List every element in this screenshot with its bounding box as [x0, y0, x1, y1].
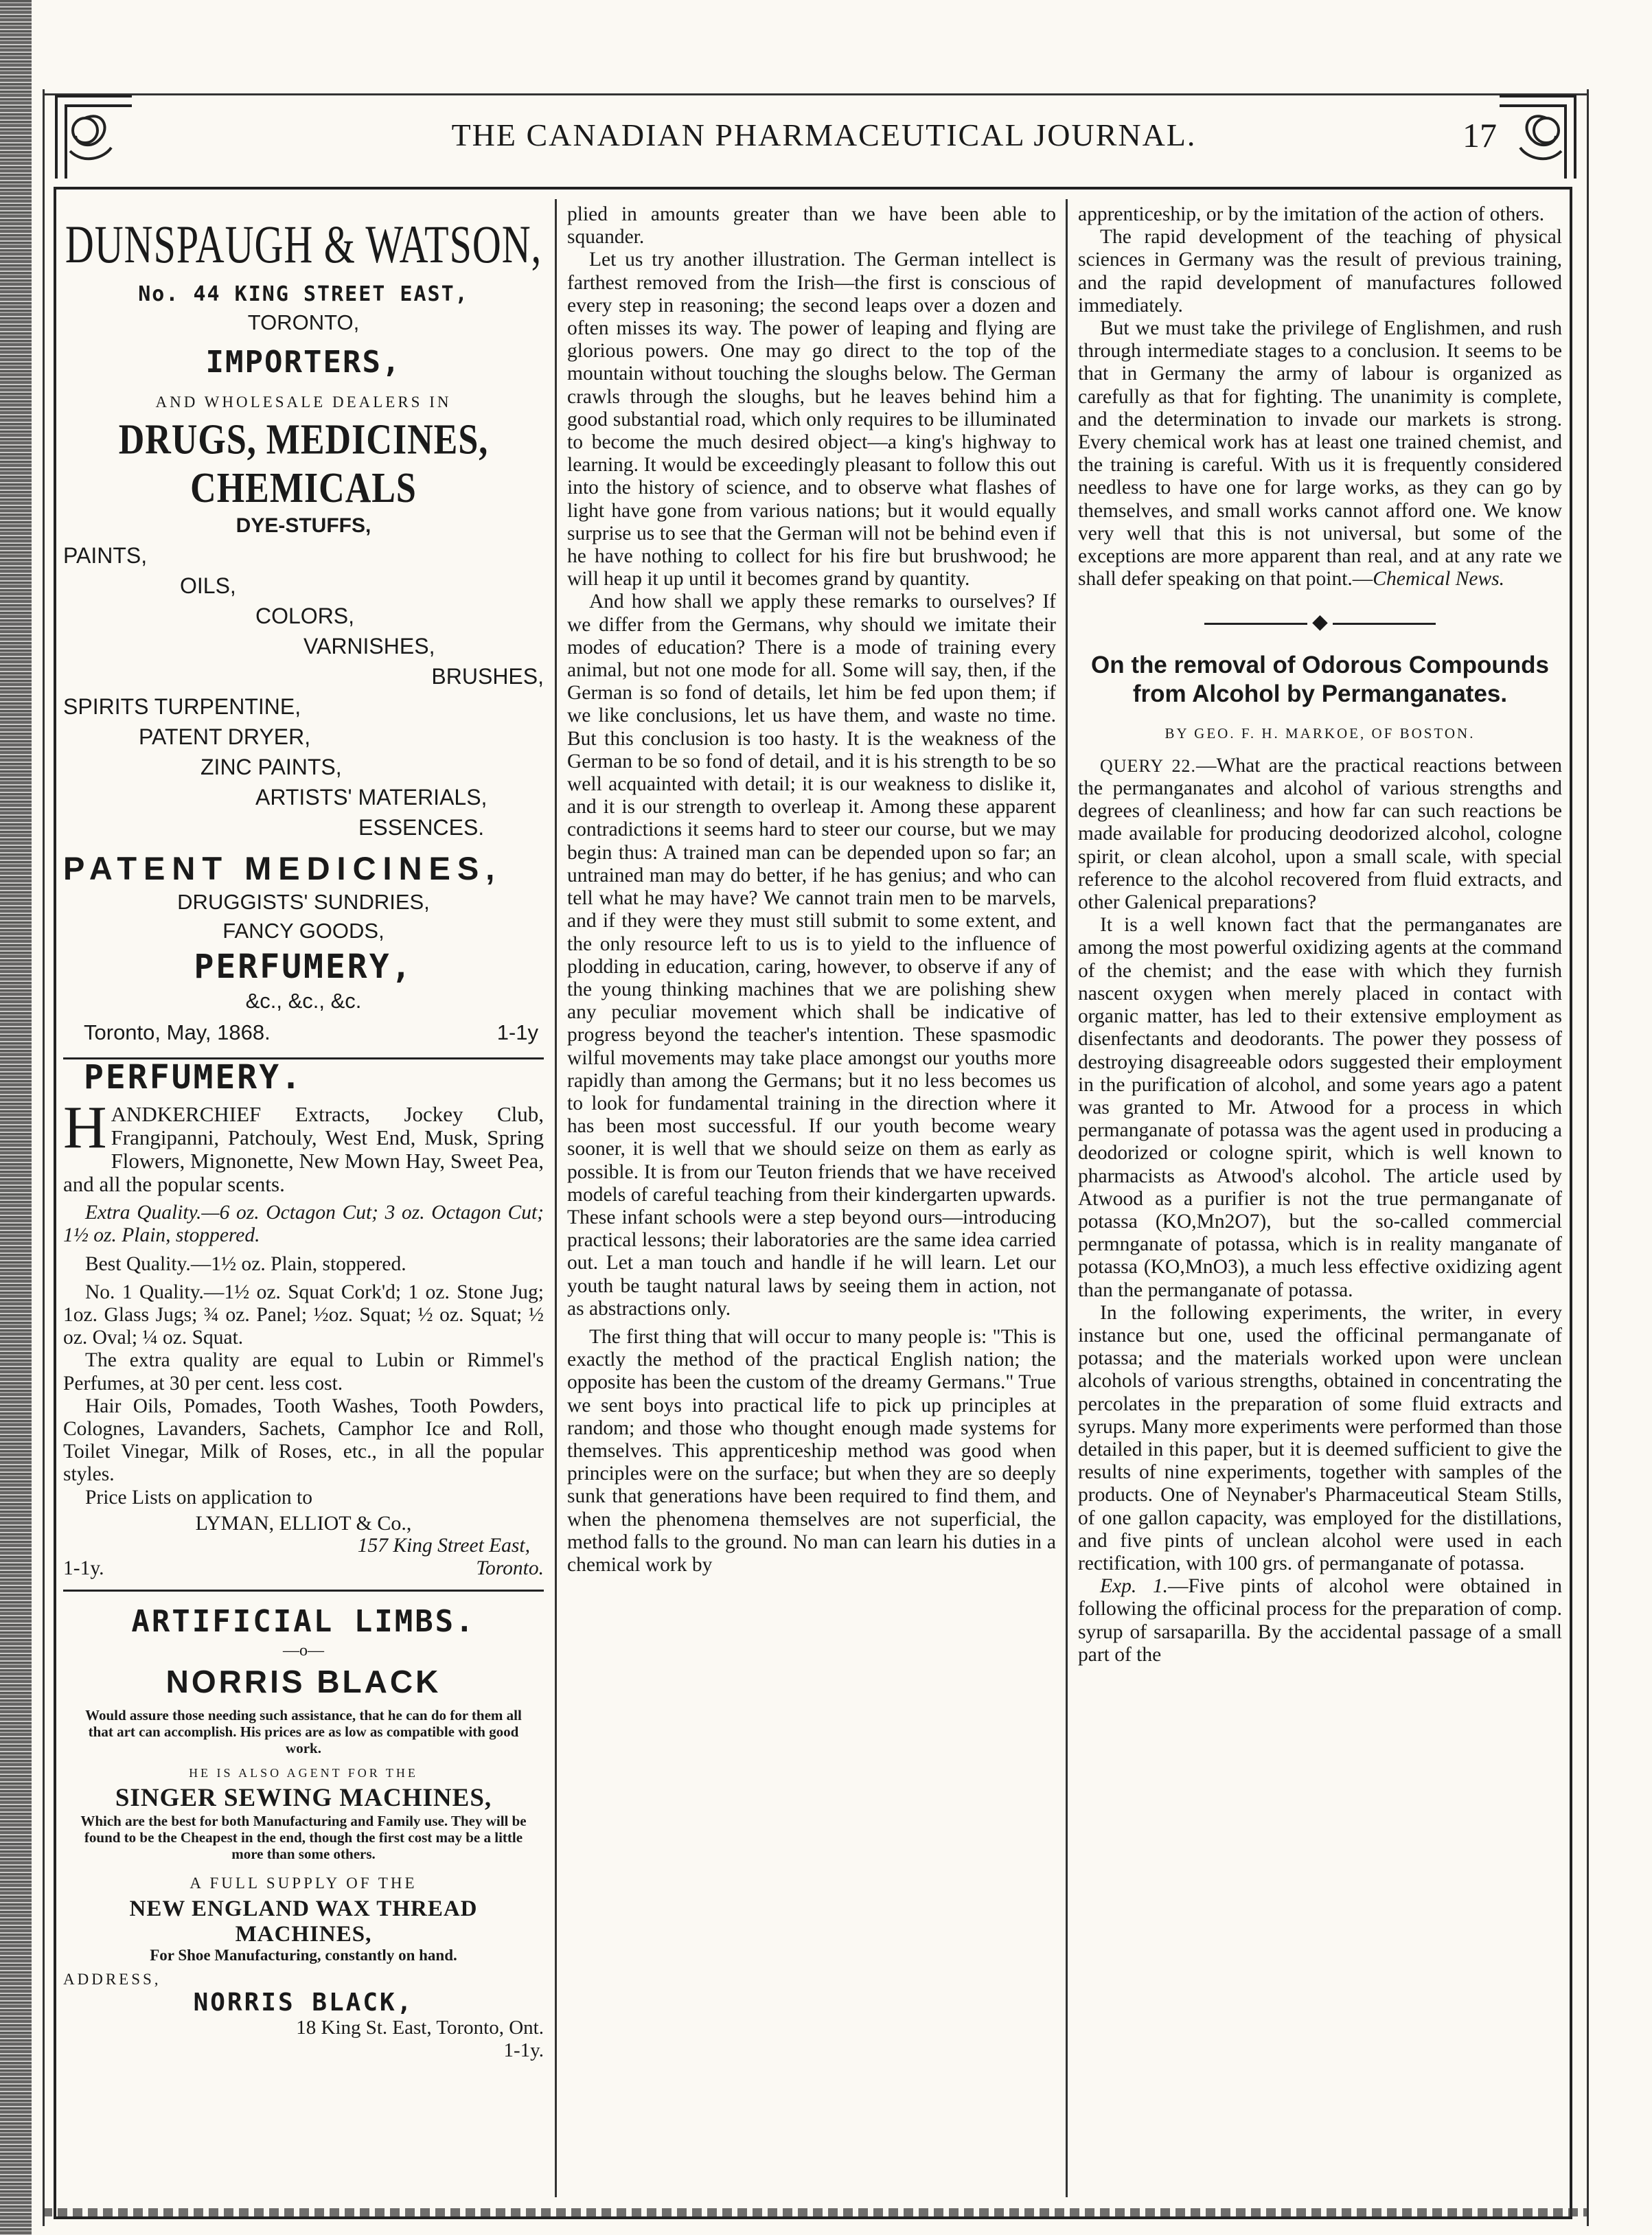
- paragraph: The first thing that will occur to many people is: "This is exactly the method of the practical English nation; the opposite has been the custom of the dreamy Germans." True we sent boys into practical life to pick up principles at random; and those who thought enough made systems for themselves. This apprenticeship method was good when principles were on the surface; but when they are so deeply sunk that generations have been required to find them, and when the phenomena themselves are not superficial, the method falls to the ground. No man can learn his duties in a chemical work by: [567, 1325, 1056, 1576]
- paragraph: And how shall we apply these remarks to ourselves? If we differ from the Germans, why should we imitate their modes of education? There is a mode of training every animal, but not one mode for all. Some will say, then, if the German is so fond of details, let him be fed upon them; if we like conclusions, let us have them, and waste no time. But this conclusion is too hasty. It is the weakness of the German to be so fond of detail, and it is his strength to be so well acquainted with detail; it is our weakness to dislike it, and it is our strength to overleap it. Among these apparent contradictions it seems hard to steer our course, but we may begin thus: A trained man can be depended upon so far; an untrained man may do better, if he has genius; and who can tell what he may have? We cannot train men to be marvels, and if they were they must still submit to some extent, and the only resource left to us is to yield to the influence of plodding in education, caring, however, to observe if any of the young thinking machines that we are polishing shew any peculiar movement which shall be indicative of progress beyond the teacher's intention. These spasmodic wilful movements may take place amongst our youths more rapidly than among the Germans; but it no less becomes us to look for fundamental training in the direction where it has been most successful. If our youth become weary sooner, it is well that we should seize on them as early as possible. It is from our Teuton friends that we have received models of careful teaching from their kindergarten upwards. These infant schools were a step beyond ours—introducing practical lessons; their laboratories are the same idea carried out. Let a man touch and handle if he will learn. Let our youth be taught natural laws by seeing them in action, not as abstractions only.: [567, 591, 1056, 1320]
- title-dash: —o—: [283, 1642, 324, 1660]
- lyman-elliot: LYMAN, ELLIOT & Co.,: [195, 1511, 412, 1535]
- agent-label: HE IS ALSO AGENT FOR THE: [189, 1766, 418, 1780]
- article-column-3: [1078, 203, 1562, 2188]
- page-number: 17: [1462, 116, 1497, 154]
- ad-divider: [63, 1590, 544, 1592]
- singer-heading: SINGER SEWING MACHINES,: [115, 1784, 492, 1813]
- lyman-address: 157 King Street East,: [357, 1535, 530, 1557]
- product-list: [63, 540, 544, 843]
- ad-perfumery: [63, 1058, 544, 1580]
- fancy-goods-label: FANCY GOODS,: [222, 919, 385, 943]
- firm-city: TORONTO,: [247, 310, 360, 334]
- firm-name: DUNSPAUGH & WATSON,: [65, 214, 542, 275]
- column-rule-2: [1066, 199, 1068, 2197]
- exp-label: Exp. 1.: [1100, 1575, 1168, 1598]
- no1-quality: No. 1 Quality.—1½ oz. Squat Cork'd; 1 oz. Stone Jug; 1oz. Glass Jugs; ¾ oz. Panel; ½oz. Squat; ½ oz. Squat; ½ oz. Oval; ¼ oz. Squat.: [63, 1281, 544, 1349]
- exp-text: —Five pints of alcohol were obtained in following the officinal process for the preparation of comp. syrup of sarsaparilla. By the accidental passage of a small part of the: [1078, 1575, 1562, 1666]
- paragraph: [1078, 317, 1562, 591]
- sundries-label: DRUGGISTS' SUNDRIES,: [177, 890, 430, 914]
- paragraph: apprenticeship, or by the imitation of the action of others.: [1078, 203, 1545, 225]
- product-item: ESSENCES.: [358, 815, 485, 840]
- perfumery-title: PERFUMERY.: [84, 1058, 303, 1097]
- product-item: PAINTS,: [63, 543, 148, 568]
- source-citation: Chemical News.: [1373, 568, 1505, 591]
- ad-code: 1-1y.: [63, 1557, 104, 1580]
- norris-street: 18 King St. East, Toronto, Ont.: [296, 2017, 544, 2039]
- article-column-2: [567, 203, 1056, 2188]
- shoe-text: For Shoe Manufacturing, constantly on hand.: [150, 1947, 457, 1964]
- product-item: BRUSHES,: [431, 664, 544, 689]
- experiment-paragraph: [1078, 1575, 1562, 1666]
- paragraph: plied in amounts greater than we have been able to squander.: [567, 203, 1056, 249]
- binding-edge: [0, 0, 32, 2235]
- query-text: —What are the practical reactions between the permanganates and alcohol of various strengths and degrees of cleanliness; and how far can such reactions be made available for producing deodorized alcohol, cologne spirit, or clean alcohol, upon a small scale, with special reference to the alcohol recovered from fluid extracts, and other Galenical preparations?: [1078, 754, 1562, 914]
- paragraph-text: But we must take the privilege of Englishmen, and rush through intermediate stages to a conclusion. It seems to be that in Germany the army of labour is organized as carefully as that for fighting. The unanimity is complete, and the determination to invade our markets is strong. Every chemical work has at least one trained chemist, and the training is careful. With us it is frequently considered needless to have one for large works, as they can go by themselves, and small works cannot afford one. We know very well that this is not universal, but some of the exceptions are more apparent than real, and at any rate we shall defer speaking on that point.—: [1078, 317, 1562, 591]
- corner-ornament-left: [43, 82, 139, 185]
- norris-black-name: NORRIS BLACK: [165, 1664, 441, 1700]
- best-quality: Best Quality.—1½ oz. Plain, stoppered.: [85, 1252, 406, 1275]
- paragraph: It is a well known fact that the permanganates are among the most powerful oxidizing agents at the command of the chemist; and the ease with which they furnish nascent oxygen when merely placed in contact with organic matter, has led to their extensive employment as disenfectants and deodorants. The power they possess of destroying disagreeable odors suggested their employment in the purification of alcohol, and some years ago a patent was granted to Mr. Atwood for a process in which permanganate of potassa was the agent used in producing a deodorized or cologne spirit, which is well known to pharmacists as Atwood's alcohol. The article used by Atwood as a purifier is not the true permanganate of potassa (KO,Mn2O7), but the so-called commercial permnganate of potassa, which is in reality manganate of potassa (KO,MnO3), a much less effective oxidizing agent than the permanganate of potassa.: [1078, 914, 1562, 1301]
- product-item: ARTISTS' MATERIALS,: [255, 785, 487, 810]
- product-item: VARNISHES,: [303, 634, 435, 658]
- ad-dunspaugh-watson: [63, 214, 544, 1045]
- product-item: OILS,: [180, 573, 236, 598]
- ad-code: 1-1y.: [503, 2039, 544, 2062]
- perfumery-intro: [63, 1094, 544, 1197]
- product-item: PATENT DRYER,: [139, 724, 311, 749]
- limbs-title: ARTIFICIAL LIMBS.: [131, 1604, 476, 1640]
- drop-cap: H: [63, 1094, 107, 1162]
- advertisement-column: [63, 203, 544, 2188]
- article-byline: BY GEO. F. H. MARKOE, OF BOSTON.: [1165, 724, 1476, 742]
- journal-title: THE CANADIAN PHARMACEUTICAL JOURNAL.: [451, 117, 1197, 152]
- lyman-footer: [63, 1557, 544, 1580]
- perfumery-label: PERFUMERY,: [194, 948, 413, 986]
- product-item: COLORS,: [255, 604, 355, 628]
- singer-text: Which are the best for both Manufacturing and Family use. They will be found to be the Cheapest in the end, though the first cost may be a little more than some others.: [80, 1813, 527, 1863]
- price-lists: Price Lists on application to: [85, 1486, 312, 1509]
- corner-ornament-right: [1493, 82, 1589, 185]
- query-label: QUERY 22.: [1100, 755, 1197, 776]
- ad-city: Toronto.: [476, 1557, 544, 1580]
- paragraph: The rapid development of the teaching of physical sciences in Germany was the result of previous training, and the rapid development of manufactures followed immediately.: [1078, 226, 1562, 317]
- extra-quality: Extra Quality.—6 oz. Octagon Cut; 3 oz. Octagon Cut; 1½ oz. Plain, stoppered.: [63, 1202, 544, 1247]
- dye-stuffs-label: DYE-STUFFS,: [236, 514, 371, 537]
- bottom-border: [43, 2208, 1589, 2216]
- etc-label: &c., &c., &c.: [245, 989, 362, 1013]
- firm-address: No. 44 KING STREET EAST,: [138, 282, 469, 306]
- paragraph: In the following experiments, the writer, in every instance but one, used the officinal permanganate of potassa; and the materials worked upon were unclean alcohols of various strengths, obtained in concentrating the percolates in the preparation of some fluid extracts and syrups. Many more experiments were performed than those detailed in this paper, but it is deemed sufficient to give the results of nine experiments, together with samples of the products. One of Neynaber's Pharmaceutical Steam Stills, of one gallon capacity, was employed for the distillations, and five pints of unclean alcohol were used in each rectification, with 100 grs. of permanganate of potassa.: [1078, 1301, 1562, 1574]
- product-item: ZINC PAINTS,: [200, 755, 342, 779]
- product-item: SPIRITS TURPENTINE,: [63, 694, 301, 719]
- ad-code: 1-1y: [496, 1020, 538, 1044]
- importers-label: IMPORTERS,: [205, 345, 402, 380]
- column-rule-1: [555, 199, 557, 2197]
- address-label: ADDRESS,: [63, 1971, 161, 1988]
- dealers-label: AND WHOLESALE DEALERS IN: [155, 393, 452, 411]
- oils-list: Hair Oils, Pomades, Tooth Washes, Tooth Powders, Colognes, Lavanders, Sachets, Camphor Ice and Roll, Toilet Vinegar, Milk of Roses, etc., in all the popular styles.: [63, 1395, 544, 1486]
- section-separator: ◆: [1078, 611, 1562, 634]
- patent-medicines-heading: PATENT MEDICINES,: [63, 850, 502, 886]
- extra-equal: The extra quality are equal to Lubin or Rimmel's Perfumes, at 30 per cent. less cost.: [63, 1349, 544, 1395]
- query-paragraph: [1078, 755, 1562, 914]
- supply-label: A FULL SUPPLY OF THE: [190, 1875, 417, 1892]
- intro-text: ANDKERCHIEF Extracts, Jockey Club, Frangipanni, Patchouly, West End, Musk, Spring Flowers, Mignonette, New Mown Hay, Sweet Pea, and all the popular scents.: [63, 1102, 544, 1197]
- new-england-heading: NEW ENGLAND WAX THREAD MACHINES,: [129, 1896, 478, 1947]
- paragraph: Let us try another illustration. The German intellect is farthest removed from the Irish—the first is conscious of every step in reasoning; the second leaps over a dozen and often misses its way. The power of leaping and flying are glorious powers. One may go direct to the top of the mountain without touching the sloughs below. The German crawls through the sloughs, but he leaves behind him a good substantial road, which only requires to be illuminated to become the much desired object—a king's highway to learning. It would be exceedingly pleasant to follow this out into the history of science, and to observe what flashes of light have gone from various nations; but it would equally surprise us to see that the German will not be behind even if he have nothing to collect for his fire but brushwood; he will heap it up until it becomes grand by quantity.: [567, 249, 1056, 591]
- ad-artificial-limbs: [63, 1604, 544, 2062]
- norris-black-address-name: NORRIS BLACK,: [193, 1988, 414, 2017]
- drugs-heading: DRUGS, MEDICINES, CHEMICALS: [118, 416, 489, 512]
- article-title: On the removal of Odorous Compounds from Alcohol by Permanganates.: [1091, 651, 1549, 707]
- assure-text: Would assure those needing such assistance, that he can do for them all that art can accomplish. His prices are as low as compatible with good work.: [85, 1707, 522, 1757]
- ad-footer: [63, 1020, 544, 1045]
- header-rule: [43, 93, 1589, 95]
- ad-date: Toronto, May, 1868.: [84, 1020, 271, 1044]
